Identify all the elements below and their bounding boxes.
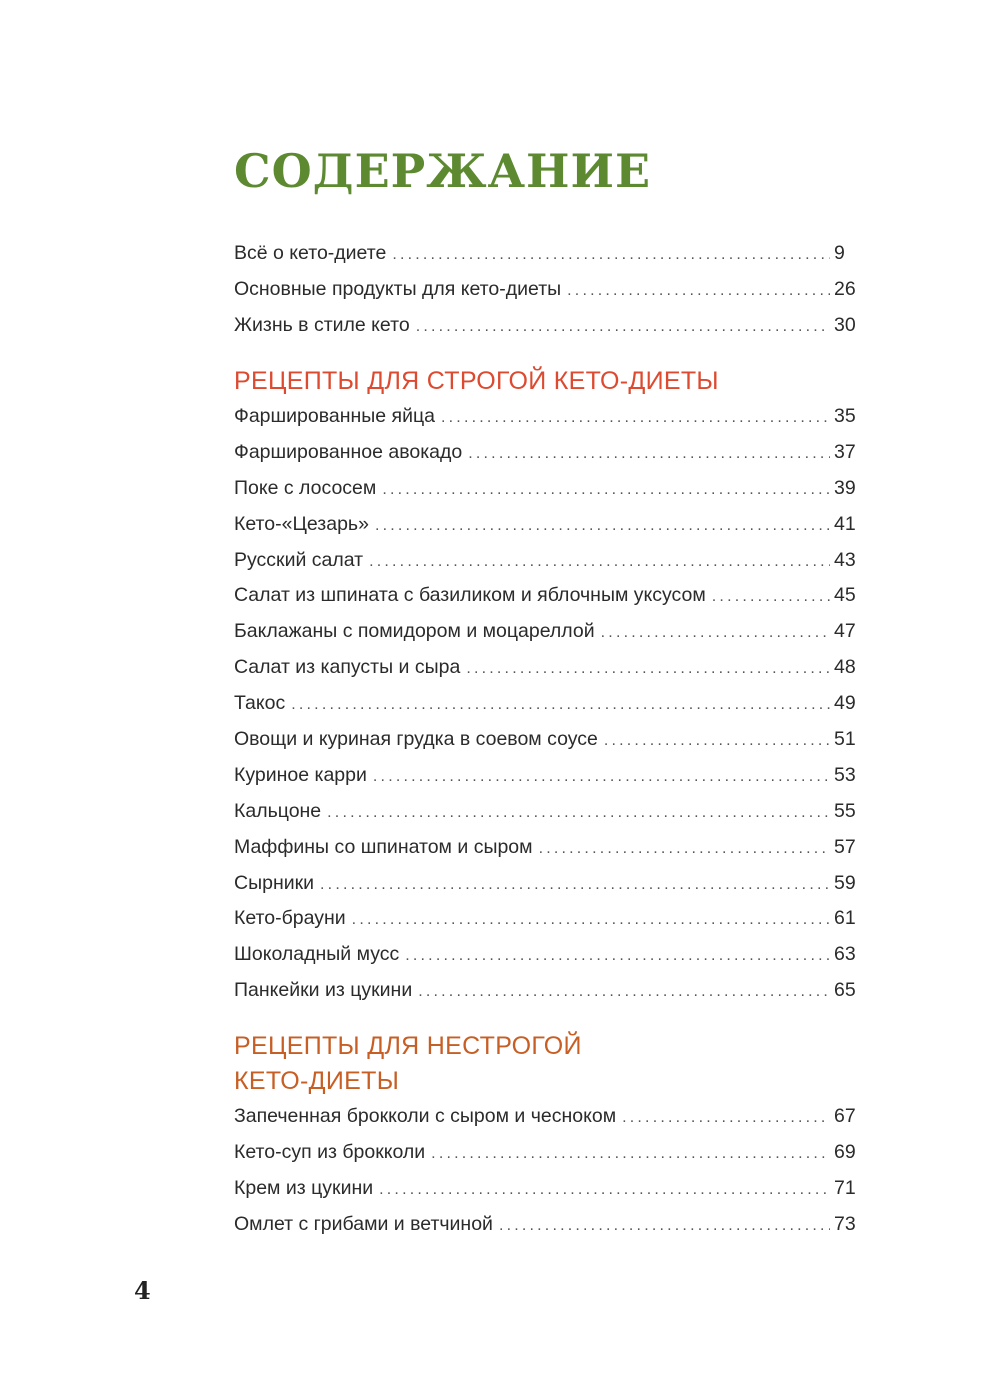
- toc-entry-page: 57: [834, 835, 856, 858]
- toc-entry[interactable]: [234, 758, 870, 794]
- toc-entry-title: Такос: [234, 692, 286, 715]
- toc-entry-page: 45: [834, 584, 856, 607]
- toc-entry[interactable]: [234, 1171, 870, 1207]
- toc-entry-title: Овощи и куриная грудка в соевом соусе: [234, 728, 598, 751]
- toc-entry-title: Жизнь в стиле кето: [234, 313, 410, 336]
- dot-leader: [431, 1136, 830, 1172]
- toc-entry-title: Шоколадный мусс: [234, 943, 400, 966]
- toc-entry[interactable]: [234, 272, 870, 308]
- toc-entry[interactable]: [234, 507, 870, 543]
- toc-entry-title: Кальцоне: [234, 799, 322, 822]
- toc-strict-section: [234, 364, 870, 1009]
- dot-leader: [369, 544, 830, 580]
- toc-entry[interactable]: [234, 973, 870, 1009]
- toc-entry-page: 53: [834, 763, 856, 786]
- toc-entry-page: 65: [834, 979, 856, 1002]
- toc-entry-page: 55: [834, 799, 856, 822]
- toc-lenient-section: [234, 1029, 870, 1243]
- toc-entry-title: Поке с лососем: [234, 476, 377, 499]
- toc-entry-page: 35: [834, 405, 856, 427]
- toc-entry-title: Салат из шпината с базиликом и яблочным уксусом: [234, 584, 706, 607]
- page-number: 4: [134, 1276, 151, 1305]
- dot-leader: [405, 938, 830, 974]
- toc-entry-page: 48: [834, 656, 856, 679]
- page-title: СОДЕРЖАНИЕ: [234, 144, 652, 198]
- toc-entry[interactable]: [234, 543, 870, 579]
- dot-leader: [392, 237, 830, 273]
- toc-entry-page: 63: [834, 943, 856, 966]
- toc-entry-page: 41: [834, 512, 856, 535]
- toc-entry-page: 43: [834, 548, 856, 571]
- toc-entry[interactable]: [234, 614, 870, 650]
- toc-entry[interactable]: [234, 650, 870, 686]
- dot-leader: [416, 309, 830, 345]
- toc-entry-title: Фаршированное авокадо: [234, 440, 463, 463]
- dot-leader: [441, 400, 830, 436]
- dot-leader: [379, 1172, 830, 1208]
- toc-entry-page: 39: [834, 476, 856, 499]
- dot-leader: [291, 687, 830, 723]
- toc-entry-title: Русский салат: [234, 548, 364, 571]
- section-heading-strict: РЕЦЕПТЫ ДЛЯ СТРОГОЙ КЕТО-ДИЕТЫ: [234, 367, 719, 395]
- section-heading-lenient-line2: КЕТО-ДИЕТЫ: [234, 1067, 400, 1095]
- toc-entry-title: Омлет с грибами и ветчиной: [234, 1212, 493, 1235]
- dot-leader: [373, 759, 830, 795]
- toc-entry[interactable]: [234, 1207, 870, 1243]
- toc-entry-title: Всё о кето-диете: [234, 242, 387, 264]
- toc-entry-page: 37: [834, 440, 856, 463]
- toc-entry-page: 73: [834, 1212, 856, 1235]
- toc-entry[interactable]: [234, 830, 870, 866]
- toc-entry[interactable]: [234, 901, 870, 937]
- toc-intro-list: [234, 236, 870, 344]
- toc-entry-page: 67: [834, 1105, 856, 1127]
- toc-entry-title: Кето-«Цезарь»: [234, 512, 369, 535]
- toc-entry-page: 71: [834, 1176, 856, 1199]
- toc-entry[interactable]: [234, 399, 870, 435]
- toc-entry[interactable]: [234, 578, 870, 614]
- toc-entry-page: 61: [834, 907, 856, 930]
- toc-entry-page: 51: [834, 728, 856, 751]
- dot-leader: [418, 974, 830, 1010]
- dot-leader: [712, 579, 830, 615]
- toc-entry[interactable]: [234, 471, 870, 507]
- toc-entry[interactable]: [234, 937, 870, 973]
- toc-entry-title: Салат из капусты и сыра: [234, 656, 461, 679]
- toc-entry[interactable]: [234, 435, 870, 471]
- section-heading-lenient: [234, 1029, 870, 1099]
- dot-leader: [466, 651, 830, 687]
- toc-entry-page: 59: [834, 871, 856, 894]
- dot-leader: [375, 508, 830, 544]
- toc-entry-page: 30: [834, 313, 856, 336]
- toc-entry-title: Кето-брауни: [234, 907, 346, 930]
- toc-entry-title: Фаршированные яйца: [234, 405, 436, 427]
- dot-leader: [567, 273, 830, 309]
- toc-entry-title: Крем из цукини: [234, 1176, 374, 1199]
- dot-leader: [499, 1208, 830, 1244]
- toc-entry-page: 49: [834, 692, 856, 715]
- dot-leader: [468, 436, 830, 472]
- toc-lenient-list: [234, 1099, 870, 1243]
- toc-entry-title: Куриное карри: [234, 763, 367, 786]
- toc-entry-page: 9: [834, 242, 845, 264]
- toc-entry[interactable]: [234, 1099, 870, 1135]
- toc-entry-title: Основные продукты для кето-диеты: [234, 277, 562, 300]
- dot-leader: [327, 795, 830, 831]
- toc-entry-title: Панкейки из цукини: [234, 979, 413, 1002]
- dot-leader: [604, 723, 830, 759]
- toc-strict-list: [234, 399, 870, 1009]
- toc-entry-page: 26: [834, 277, 856, 300]
- toc-entry[interactable]: [234, 722, 870, 758]
- toc-entry-page: 47: [834, 620, 856, 643]
- toc-entry[interactable]: [234, 866, 870, 902]
- dot-leader: [320, 867, 830, 903]
- toc-entry-title: Сырники: [234, 871, 315, 894]
- toc-entry[interactable]: [234, 236, 870, 272]
- toc-entry-title: Баклажаны с помидором и моцареллой: [234, 620, 595, 643]
- dot-leader: [539, 831, 830, 867]
- dot-leader: [622, 1100, 830, 1136]
- toc-entry[interactable]: [234, 1135, 870, 1171]
- toc-intro-section: [234, 236, 870, 344]
- toc-entry-title: Кето-суп из брокколи: [234, 1140, 426, 1163]
- toc-entry-title: Запеченная брокколи с сыром и чесноком: [234, 1105, 617, 1127]
- toc-entry[interactable]: [234, 308, 870, 344]
- toc-entry-page: 69: [834, 1140, 856, 1163]
- dot-leader: [601, 615, 830, 651]
- dot-leader: [382, 472, 830, 508]
- toc-entry[interactable]: [234, 686, 870, 722]
- toc-entry[interactable]: [234, 794, 870, 830]
- dot-leader: [352, 902, 830, 938]
- section-heading-lenient-line1: РЕЦЕПТЫ ДЛЯ НЕСТРОГОЙ: [234, 1032, 582, 1060]
- toc-entry-title: Маффины со шпинатом и сыром: [234, 835, 533, 858]
